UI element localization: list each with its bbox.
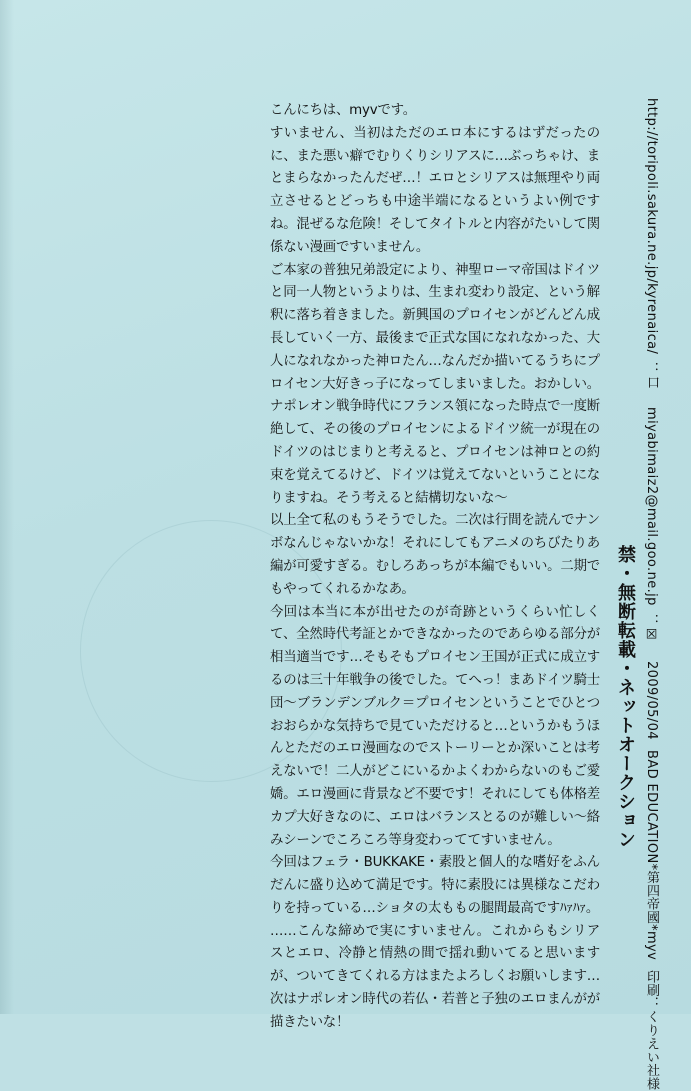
- email-mark: ：☒: [644, 613, 659, 643]
- paragraph-preferences: 今回はフェラ・BUKKAKE・素股と個人的な嗜好をふんだんに盛り込めて満足です。特に素股には異様なこだわりを持っている…ショタの太ももの腿間最高ですﾊｧﾊｧ。: [270, 855, 600, 916]
- printer-credit: 印刷：くりえい社様: [644, 969, 659, 1091]
- book-title-line: BAD EDUCATION*第四帝國*myv: [644, 749, 659, 960]
- colophon-contact-column: [642, 98, 661, 1091]
- afterword-text: [270, 100, 600, 1035]
- paragraph-setting: ご本家の普独兄弟設定により、神聖ローマ帝国はドイツと同一人物というよりは、生まれ変わり設定、という解釈に落ち着きました。新興国のプロイセンがどんどん成長していく一方、最後まで正式な国になれなかった、大人になれなかった神ロたん…なんだか描いてるうちにプロイセン大好きっ子になってしまいました。おかしい。ナポレオン戦争時代にフランス領になった時点で一度断絶して、その後のプロイセンによるドイツ統一が現在のドイツのはじまりと考えると、プロイセンは神ロとの約束を覚えてるけど、ドイツは覚えてないということになりますね。そう考えると結構切ないな～: [270, 262, 600, 506]
- paragraph-history: 今回は本当に本が出せたのが奇跡というくらい忙しくて、全然時代考証とかできなかったのであらゆる部分が相当適当です…そもそもプロイセン王国が正式に成立するのは三十年戦争の後でした。てへっ！まあドイツ騎士団～ブランデンブルク＝プロイセンということでひとつおおらかな気持ちで見ていただけると…というかもうほんとただのエロ漫画なのでストーリーとか深いことは考えないで！二人がどこにいるかよくわからないのもご愛嬌。エロ漫画に背景など不要です！それにしても体格差カプ大好きなのに、エロはバランスとるのが難しい～絡みシーンでころころ等身変わっててすいません。: [270, 604, 600, 848]
- paragraph-delusion: 以上全て私のもうそうでした。二次は行間を読んでナンボなんじゃないかな！それにしてもアニメのちびたりあ編が可愛すぎる。むしろあっちが本編でもいい。二期でもやってくれるかなあ。: [270, 513, 600, 597]
- website-url: http://toripoli.sakura.ne.jp/kyrenaica/: [644, 98, 659, 355]
- paragraph-greeting: こんにちは、myvです。: [270, 103, 416, 118]
- email-address: miyabimaiz2@mail.goo.ne.jp: [644, 407, 659, 606]
- paragraph-closing: ……こんな締めで実にすいません。これからもシリアスとエロ、冷静と情熱の間で揺れ動いてると思いますが、ついてきてくれる方はまたよろしくお願いします…次はナポレオン時代の若仏・若普と子独のエロまんがが描きたいな！: [270, 923, 600, 1030]
- publication-date: 2009/05/04: [644, 660, 659, 740]
- reprint-warning: 禁・無断転載・ネットオークション: [615, 545, 636, 849]
- paragraph-apology: すいません、当初はただのエロ本にするはずだったのに、また悪い癖でむりくりシリアスに…ぶっちゃけ、まとまらなかったんだぜ…！エロとシリアスは無理やり両立させるとどっちも中途半端になるというよい例ですね。混ぜるな危険！そしてタイトルと内容がたいして関係ない漫画ですいません。: [270, 125, 600, 255]
- website-mark: ：口: [644, 362, 659, 390]
- page-edge-shadow: [0, 0, 14, 1014]
